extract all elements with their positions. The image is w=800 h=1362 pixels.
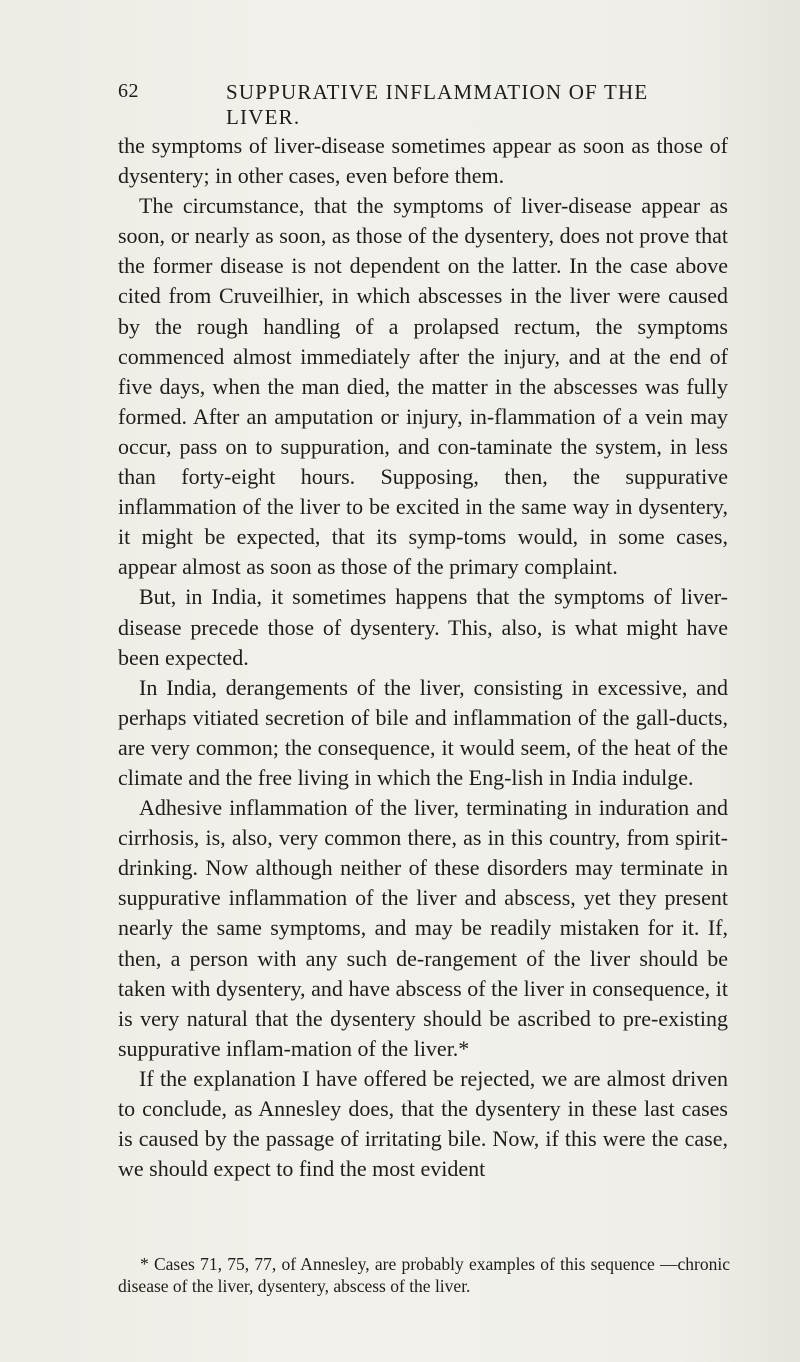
page-number: 62: [118, 80, 139, 102]
paragraph: If the explanation I have offered be rejected, we are almost driven to conclude, as Annesley does, that the dysentery in these last cases is caused by the passage of irritating bile. Now, if this were the case, we should expect to find the most evident: [118, 1065, 728, 1182]
footnote: * Cases 71, 75, 77, of Annesley, are probably examples of this sequence —chronic disease of the liver, dysentery, abscess of the liver.: [118, 1254, 730, 1296]
body-text: [118, 131, 728, 1184]
paragraph: Adhesive inflammation of the liver, terminating in induration and cirrhosis, is, also, very common there, as in this country, from spirit-drinking. Now although neither of these disorders may terminate in suppurative inflammation of the liver and abscess, yet they present nearly the same symptoms, and may be readily mistaken for it. If, then, a person with any such de-rangement of the liver should be taken with dysentery, and have abscess of the liver in consequence, it is very natural that the dysentery should be ascribed to pre-existing suppurative inflam-mation of the liver.*: [118, 795, 728, 1061]
running-title: SUPPURATIVE INFLAMMATION OF THE LIVER.: [226, 80, 649, 129]
paragraph: But, in India, it sometimes happens that the symptoms of liver-disease precede those of dysentery. This, also, is what might have been expected.: [118, 584, 728, 670]
page-header: [118, 80, 726, 129]
paragraph: The circumstance, that the symptoms of liver-disease appear as soon, or nearly as soon, as those of the dysentery, does not prove that the former disease is not dependent on the latter. In the case above cited from Cruveilhier, in which abscesses in the liver were caused by the rough handling of a prolapsed rectum, the symptoms commenced almost immediately after the injury, and at the end of five days, when the man died, the matter in the abscesses was fully formed. After an amputation or injury, in-flammation of a vein may occur, pass on to suppuration, and con-taminate the system, in less than forty-eight hours. Supposing, then, the suppurative inflammation of the liver to be excited in the same way in dysentery, it might be expected, that its symp-toms would, in some cases, appear almost as soon as those of the primary complaint.: [118, 193, 728, 580]
paragraph-continued: the symptoms of liver-disease sometimes appear as soon as those of dysentery; in other cases, even before them.: [118, 133, 728, 189]
paragraph: In India, derangements of the liver, consisting in excessive, and perhaps vitiated secretion of bile and inflammation of the gall-ducts, are very common; the consequence, it would seem, of the heat of the climate and the free living in which the Eng-lish in India indulge.: [118, 674, 728, 790]
